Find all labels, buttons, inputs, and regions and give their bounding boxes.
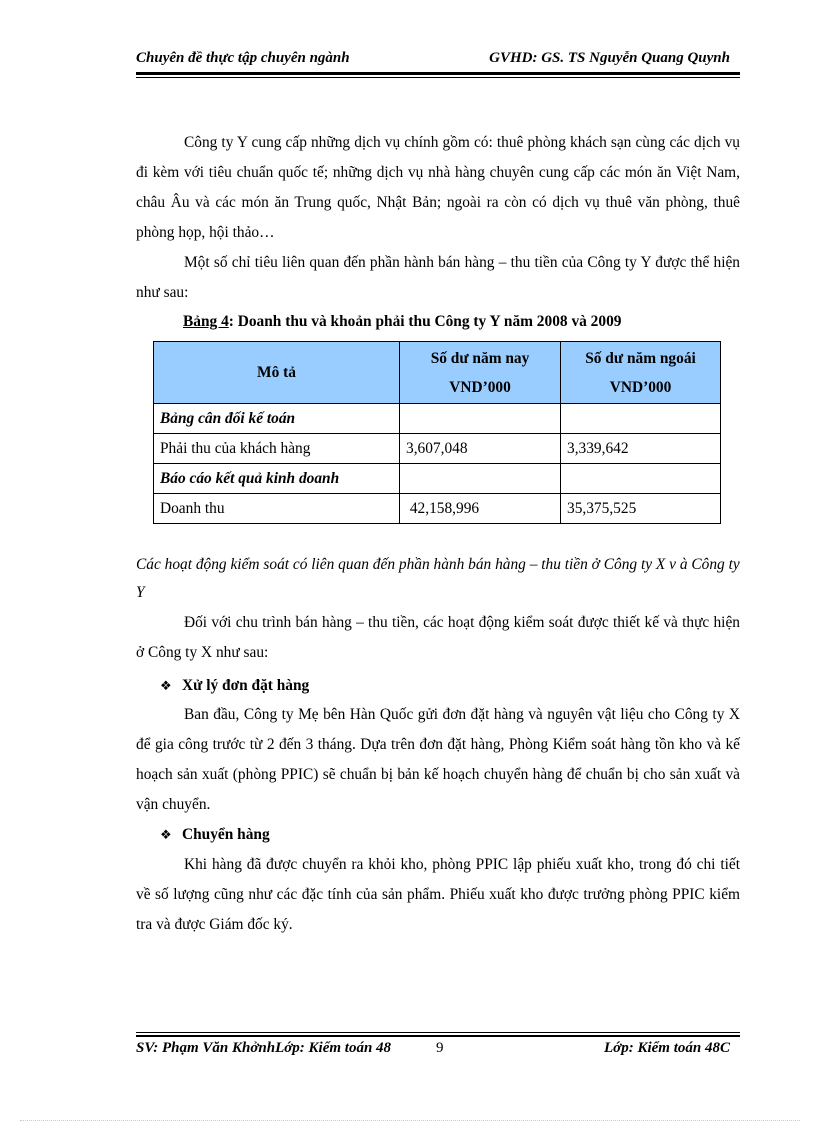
row-desc: Bảng cân đối kế toán bbox=[154, 404, 400, 434]
header-last-year-label: Số dư năm ngoái bbox=[585, 349, 696, 367]
header-this-year bbox=[400, 342, 561, 404]
page-footer bbox=[136, 1040, 740, 1062]
table-row bbox=[154, 404, 721, 434]
table-row bbox=[154, 494, 721, 524]
page-number: 9 bbox=[436, 1040, 444, 1056]
row-this-year: 3,607,048 bbox=[400, 434, 561, 464]
revenue-receivables-table bbox=[153, 341, 721, 524]
bullet-order-processing bbox=[160, 672, 309, 701]
table-header-row bbox=[154, 342, 721, 404]
table-row bbox=[154, 434, 721, 464]
header-desc: Mô tả bbox=[154, 342, 400, 404]
row-last-year: 3,339,642 bbox=[561, 434, 721, 464]
header-rule-thick bbox=[136, 72, 740, 75]
page-header bbox=[136, 50, 740, 72]
header-rule-thin bbox=[136, 77, 740, 78]
header-title: Chuyên đề thực tập chuyên ngành bbox=[136, 50, 350, 66]
row-desc: Báo cáo kết quả kinh doanh bbox=[154, 464, 400, 494]
table-caption bbox=[183, 310, 621, 334]
row-desc: Doanh thu bbox=[154, 494, 400, 524]
row-this-year bbox=[400, 404, 561, 434]
header-this-year-unit: VND’000 bbox=[449, 378, 511, 396]
paragraph-cycle: Đối với chu trình bán hàng – thu tiền, các hoạt động kiểm soát được thiết kế và thực hiện ở Công ty X như sau: bbox=[136, 614, 740, 661]
header-last-year-unit: VND’000 bbox=[609, 378, 672, 396]
header-last-year bbox=[561, 342, 721, 404]
footer-student: SV: Phạm Văn KhởnhLớp: Kiểm toán 48 bbox=[136, 1040, 392, 1056]
header-this-year-label: Số dư năm nay bbox=[430, 349, 530, 367]
page-edge-dotted-line bbox=[20, 1120, 800, 1121]
header-advisor: GVHD: GS. TS Nguyễn Quang Quynh bbox=[489, 50, 730, 66]
row-last-year bbox=[561, 464, 721, 494]
bullet-label: Xử lý đơn đặt hàng bbox=[182, 677, 310, 694]
paragraph-order: Ban đầu, Công ty Mẹ bên Hàn Quốc gửi đơn đặt hàng và nguyên vật liệu cho Công ty X để gia công trước từ 2 đến 3 tháng. Dựa trên đơn đặt hàng, Phòng Kiểm soát hàng tồn kho và kế hoạch sản xuất (phòng PPIC) sẽ chuẩn bị bản kế hoạch chuyển hàng để chuẩn bị cho sản xuất và vận chuyển. bbox=[136, 706, 740, 813]
bullet-shipping bbox=[160, 821, 270, 850]
bullet-label: Chuyển hàng bbox=[182, 826, 270, 843]
row-this-year bbox=[400, 464, 561, 494]
paragraph-services: Công ty Y cung cấp những dịch vụ chính gồm có: thuê phòng khách sạn cùng các dịch vụ đi kèm với tiêu chuẩn quốc tế; những dịch vụ nhà hàng chuyên cung cấp các món ăn Việt Nam, châu Âu và các món ăn Trung quốc, Nhật Bản; ngoài ra còn có dịch vụ thuê văn phòng, thuê phòng họp, hội thảo… bbox=[136, 134, 740, 241]
row-this-year: 42,158,996 bbox=[400, 494, 561, 524]
footer-rule-thick bbox=[136, 1035, 740, 1037]
table-caption-label: Bảng 4 bbox=[183, 313, 229, 330]
diamond-bullet-icon: ❖ bbox=[160, 679, 172, 694]
paragraph-shipping: Khi hàng đã được chuyển ra khỏi kho, phòng PPIC lập phiếu xuất kho, trong đó chi tiết về số lượng cũng như các đặc tính của sản phẩm. Phiếu xuất kho được trưởng phòng PPIC kiểm tra và được Giám đốc ký. bbox=[136, 856, 740, 933]
row-last-year: 35,375,525 bbox=[561, 494, 721, 524]
table-caption-text: : Doanh thu và khoản phải thu Công ty Y năm 2008 và 2009 bbox=[228, 313, 622, 330]
footer-class: Lớp: Kiểm toán 48C bbox=[604, 1040, 730, 1056]
table-row bbox=[154, 464, 721, 494]
row-last-year bbox=[561, 404, 721, 434]
footer-rule-thin bbox=[136, 1032, 740, 1033]
paragraph-indicators: Một số chỉ tiêu liên quan đến phần hành bán hàng – thu tiền của Công ty Y được thể hiện như sau: bbox=[136, 254, 740, 301]
row-desc: Phải thu của khách hàng bbox=[154, 434, 400, 464]
section-heading: Các hoạt động kiểm soát có liên quan đến phần hành bán hàng – thu tiền ở Công ty X v à Công ty Y bbox=[136, 556, 740, 601]
diamond-bullet-icon: ❖ bbox=[160, 828, 172, 843]
